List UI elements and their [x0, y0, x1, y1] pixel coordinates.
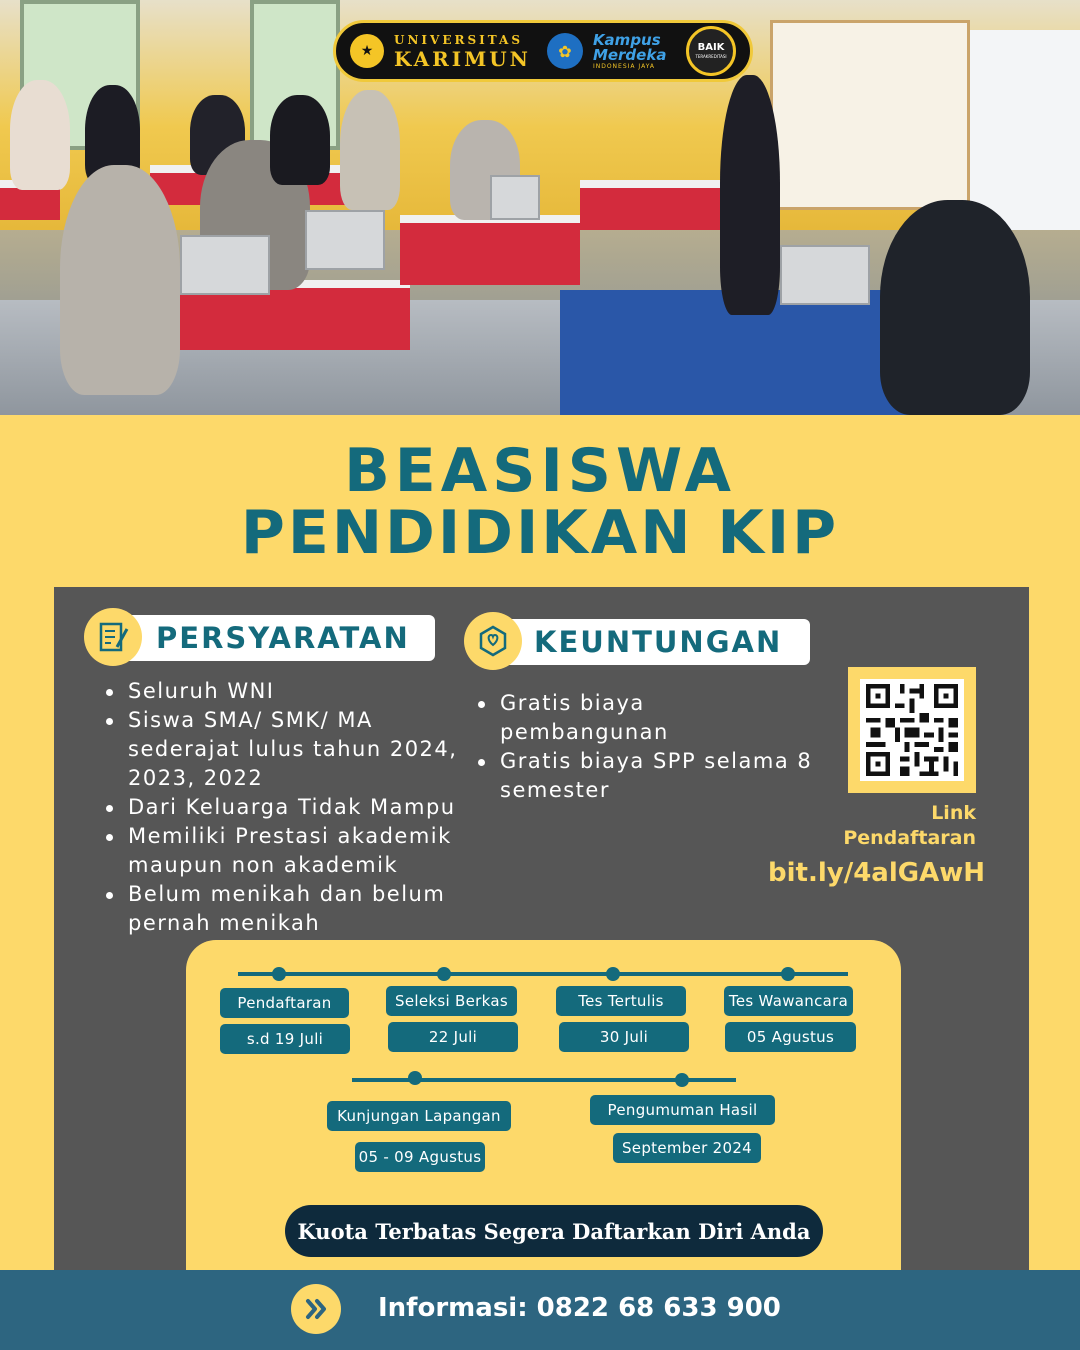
desk	[580, 180, 720, 230]
hand-heart-icon	[464, 612, 522, 670]
registration-label-line2: Pendaftaran	[843, 827, 976, 849]
kemdikbud-emblem-icon: ✿	[547, 33, 583, 69]
double-chevron-right-icon	[291, 1284, 341, 1334]
qr-code-frame[interactable]	[848, 667, 976, 793]
title-line2: PENDIDIKAN KIP	[240, 498, 840, 568]
accreditation-badge-sub: TERAKREDITASI	[695, 54, 727, 59]
student	[60, 165, 180, 395]
laptop	[180, 235, 270, 295]
accreditation-badge	[686, 26, 736, 76]
keuntungan-list	[476, 689, 821, 805]
timeline-dot	[781, 967, 795, 981]
university-logo	[394, 34, 531, 69]
partner-logo-bar	[333, 20, 753, 82]
kampus-merdeka-logo	[592, 30, 667, 70]
kampus-merdeka-line1: Kampus	[592, 30, 661, 49]
checklist-icon	[84, 608, 142, 666]
timeline-stage-tes-wawancara: Tes Wawancara	[724, 986, 853, 1016]
university-crest-icon: ★	[350, 34, 384, 68]
contact-information[interactable]: Informasi: 0822 68 633 900	[378, 1293, 781, 1323]
timeline-stage-kunjungan-lapangan: Kunjungan Lapangan	[327, 1101, 511, 1131]
list-item: Dari Keluarga Tidak Mampu	[104, 793, 474, 822]
list-item: Seluruh WNI	[104, 677, 474, 706]
list-item: Gratis biaya pembangunan	[476, 689, 821, 747]
laptop	[305, 210, 385, 270]
timeline-dot	[437, 967, 451, 981]
timeline-dot	[675, 1073, 689, 1087]
timeline-dot	[272, 967, 286, 981]
university-logo-line1: UNIVERSITAS	[394, 32, 524, 47]
timeline-date-tes-wawancara: 05 Agustus	[725, 1022, 856, 1052]
persyaratan-list	[104, 677, 474, 938]
timeline-date-kunjungan-lapangan: 05 - 09 Agustus	[355, 1142, 485, 1172]
list-item: Gratis biaya SPP selama 8 semester	[476, 747, 821, 805]
student	[270, 95, 330, 185]
registration-link[interactable]: bit.ly/4alGAwH	[768, 858, 985, 888]
timeline-date-seleksi-berkas: 22 Juli	[388, 1022, 518, 1052]
timeline-date-pendaftaran: s.d 19 Juli	[220, 1024, 350, 1054]
title-line1: BEASISWA	[344, 436, 736, 506]
registration-link-label	[800, 801, 976, 851]
timeline-stage-pendaftaran: Pendaftaran	[220, 988, 349, 1018]
desk	[400, 215, 580, 285]
timeline-stage-seleksi-berkas: Seleksi Berkas	[386, 986, 517, 1016]
kampus-merdeka-tagline: INDONESIA JAYA	[592, 62, 656, 70]
call-to-action-banner[interactable]: Kuota Terbatas Segera Daftarkan Diri Anda	[285, 1205, 823, 1257]
list-item: Siswa SMA/ SMK/ MA sederajat lulus tahun 2024, 2023, 2022	[104, 706, 474, 793]
list-item: Memiliki Prestasi akademik maupun non akademik	[104, 822, 474, 880]
timeline-dot	[408, 1071, 422, 1085]
student	[10, 80, 70, 190]
kampus-merdeka-line2: Merdeka	[592, 45, 667, 64]
page-title	[0, 436, 1080, 568]
timeline-dot	[606, 967, 620, 981]
timeline-stage-tes-tertulis: Tes Tertulis	[556, 986, 686, 1016]
projector-screen	[970, 30, 1080, 230]
qr-code-icon[interactable]	[860, 679, 964, 781]
timeline-date-pengumuman-hasil: September 2024	[613, 1133, 761, 1163]
laptop	[490, 175, 540, 220]
accreditation-badge-label: BAIK	[697, 42, 725, 53]
student	[340, 90, 400, 210]
list-item: Belum menikah dan belum pernah menikah	[104, 880, 474, 938]
bulletin-board	[770, 20, 970, 210]
university-logo-line2: KARIMUN	[394, 46, 531, 71]
presenter	[720, 75, 780, 315]
laptop	[780, 245, 870, 305]
keuntungan-heading: KEUNTUNGAN	[496, 619, 810, 665]
student	[880, 200, 1030, 415]
persyaratan-heading: PERSYARATAN	[116, 615, 435, 661]
timeline-stage-pengumuman-hasil: Pengumuman Hasil	[590, 1095, 775, 1125]
timeline-line	[238, 972, 848, 976]
header-photo	[0, 0, 1080, 415]
timeline-date-tes-tertulis: 30 Juli	[559, 1022, 689, 1052]
registration-label-line1: Link	[931, 802, 976, 824]
